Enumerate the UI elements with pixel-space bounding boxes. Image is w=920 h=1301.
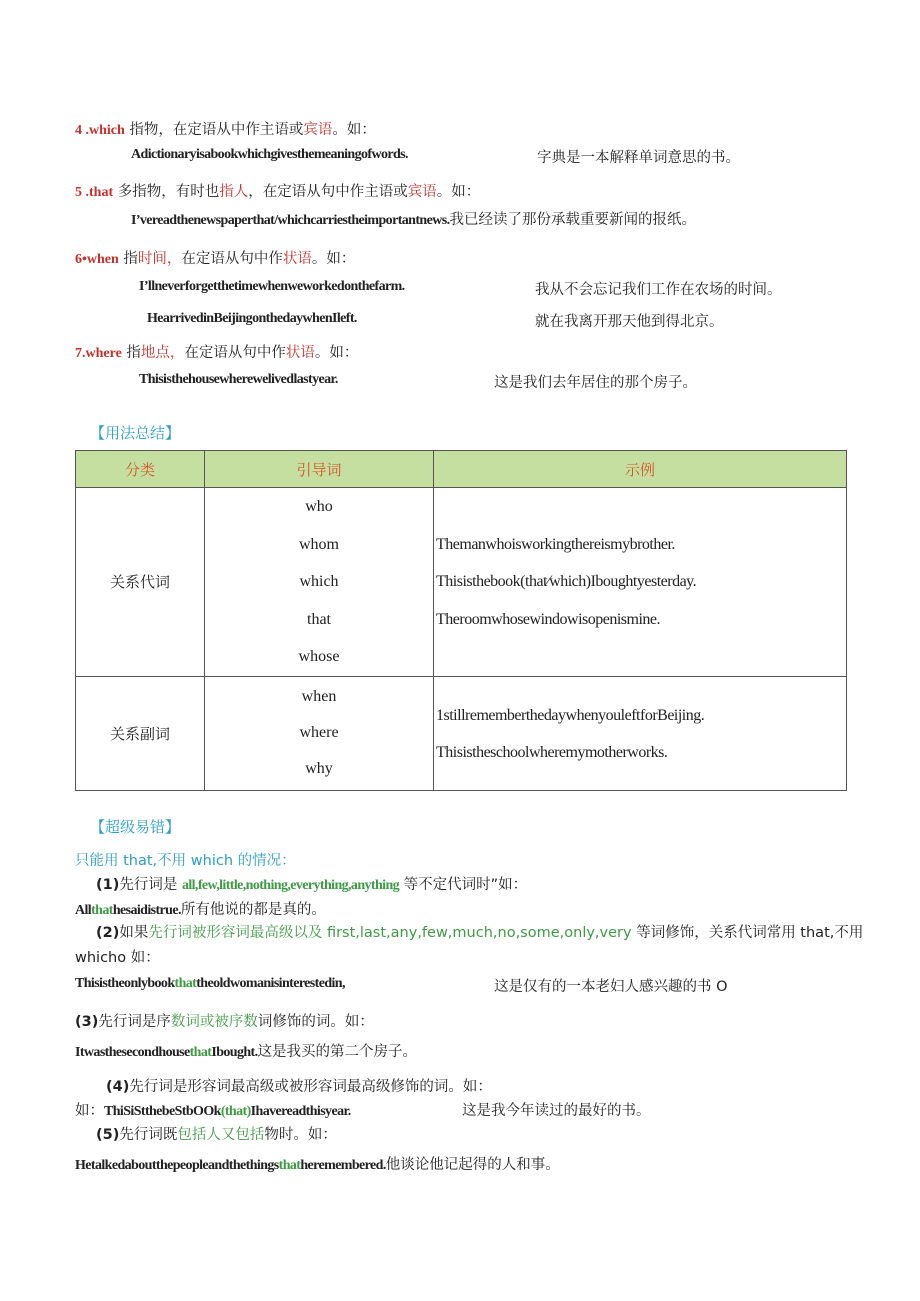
word: where (299, 724, 339, 741)
example-en: hesaidistrue. (112, 903, 181, 918)
example-en: Ihavereadthisyear. (250, 1104, 351, 1119)
rule-text: 词修饰的词。如： (257, 1014, 374, 1030)
category-cell: 关系副词 (76, 676, 205, 790)
example-highlight: that (174, 976, 197, 991)
keyword: •when (82, 252, 119, 267)
item-text: 。如： (436, 184, 481, 200)
rule-1-example (75, 898, 326, 919)
rule-4-example (75, 1099, 351, 1120)
header-words: 引导词 (205, 451, 434, 488)
highlight: 宾语 (303, 122, 333, 138)
example-zh: 这是仅有的一本老妇人感兴趣的书 O (494, 979, 728, 995)
rule-4 (106, 1075, 492, 1096)
example-zh: 这是我买的第二个房子。 (257, 1044, 418, 1060)
rule-label: (5) (96, 1127, 120, 1143)
category-cell: 关系代词 (76, 488, 205, 677)
word: why (305, 760, 333, 777)
example: Theroomwhosewindowisopenismine. (436, 610, 661, 628)
example-highlight: that (189, 1045, 212, 1060)
example-en: Ibought. (211, 1045, 258, 1060)
rule-5-example (75, 1153, 560, 1174)
examples-cell (434, 488, 847, 677)
example-en: Itwasthesecondhouse (75, 1045, 190, 1060)
item-text: 指物，在定语从中作主语或 (124, 122, 304, 138)
example-en: theoldwomanisinterestedin, (196, 976, 345, 991)
example-en: I’vereadthenewspaperthat/whichcarriestheimportantnews. (131, 213, 450, 228)
rule-label: (4) (106, 1079, 130, 1095)
item-which (75, 118, 376, 139)
highlight: 状语 (285, 345, 315, 361)
highlight: 时间， (137, 251, 182, 267)
example-zh: 这是我们去年居住的那个房子。 (494, 375, 697, 391)
rule-highlight: 先行词被形容词最高级以及 first,last,any,few,much,no,some,only,very (148, 925, 632, 941)
example-zh: 他谈论他记起得的人和事。 (385, 1157, 560, 1173)
rule-2-example (75, 976, 345, 992)
example-en: Thisisthehousewherewelivedlastyear. (139, 372, 338, 387)
item-text: 。如： (332, 122, 376, 138)
example: Thisisthebook(that∕which)Iboughtyesterday. (436, 573, 697, 590)
word: whose (298, 648, 340, 665)
item-text: 指 (121, 345, 141, 361)
keyword: .where (82, 346, 122, 361)
example: Thisistheschoolwheremymotherworks. (436, 744, 668, 761)
example-zh: 我已经读了那份承载重要新闻的报纸。 (449, 212, 696, 228)
example-highlight: that (278, 1158, 301, 1173)
example-zh: 所有他说的都是真的。 (180, 902, 326, 918)
rule-text: 先行词既 (119, 1127, 178, 1143)
rule-text: 等词修饰，关系代词常用 that,不用 (631, 925, 864, 941)
words-cell (205, 488, 434, 677)
table-row (76, 676, 847, 790)
example: 1stillrememberthedaywhenyouleftforBeijing. (436, 706, 705, 724)
example-highlight: that (91, 903, 113, 918)
item-text: 多指物，有时也 (113, 184, 220, 200)
rule-3-example (75, 1040, 417, 1061)
rule-highlight: 数词或被序数 (170, 1014, 258, 1030)
example-en: I’llneverforgetthetimewhenweworkedonthefarm. (139, 279, 405, 294)
example-en: ThiSiStthebeStbOOk (104, 1104, 221, 1119)
example-en: heremembered. (300, 1158, 386, 1173)
rule-2-cont: whicho 如： (75, 950, 160, 966)
rule-label: (2) (96, 925, 120, 941)
item-text: 在定语从句中作 (181, 251, 283, 267)
rule-text: 先行词是序 (98, 1014, 171, 1030)
rule-5 (96, 1123, 337, 1144)
example-prefix: 如： (75, 1103, 104, 1119)
header-examples: 示例 (434, 451, 847, 488)
example-zh: 我从不会忘记我们工作在农场的时间。 (535, 282, 782, 298)
example-zh: 就在我离开那天他到得北京。 (535, 314, 724, 330)
word: that (307, 610, 331, 628)
keyword: .that (82, 185, 114, 200)
highlight: 地点， (140, 345, 185, 361)
example-highlight: (that) (220, 1104, 251, 1119)
example-en: All (75, 903, 92, 918)
item-number: 5 (75, 185, 82, 200)
rule-text: 如果 (119, 925, 149, 941)
words-cell (205, 676, 434, 790)
item-that (75, 180, 480, 201)
rule-text: 物时。如： (264, 1127, 337, 1143)
item-text: 。如： (311, 251, 356, 267)
rule-highlight: all,few,little,nothing,everything,anything (181, 878, 400, 893)
only-that-heading: 只能用 that,不用 which 的情况： (75, 853, 296, 869)
keyword: .which (82, 123, 125, 138)
item-when (75, 247, 355, 268)
item-where (75, 341, 358, 362)
summary-heading: 【用法总结】 (90, 424, 181, 442)
example-en: HearrivedinBeijingonthedaywhenIleft. (147, 311, 357, 326)
rule-text: 先行词是 (119, 877, 182, 893)
item-number: 7 (75, 346, 82, 361)
rule-highlight: 包括人又包括 (177, 1127, 265, 1143)
item-number: 4 (75, 123, 82, 138)
example: Themanwhoisworkingthereismybrother. (436, 535, 675, 553)
item-text: 在定语从句中作 (184, 345, 286, 361)
rule-label: (1) (96, 877, 120, 893)
word: which (299, 573, 339, 590)
table-row (76, 488, 847, 677)
word: who (305, 498, 333, 515)
examples-cell (434, 676, 847, 790)
highlight: 指人 (219, 184, 249, 200)
example-zh: 字典是一本解释单词意思的书。 (537, 150, 740, 166)
item-text: 。如： (314, 345, 359, 361)
summary-table (75, 450, 847, 791)
rule-label: (3) (75, 1014, 99, 1030)
rule-2 (96, 921, 863, 942)
errors-heading: 【超级易错】 (90, 818, 181, 836)
example-en: Thisistheonlybook (75, 976, 175, 991)
rule-3 (75, 1010, 374, 1031)
example-line (131, 208, 696, 229)
word: whom (299, 535, 339, 553)
item-number: 6 (75, 252, 82, 267)
example-en: Hetalkedaboutthepeopleandthethings (75, 1158, 279, 1173)
header-category: 分类 (76, 451, 205, 488)
rule-text: 先行词是形容词最高级或被形容词最高级修饰的词。如： (129, 1079, 492, 1095)
item-text: 指 (118, 251, 138, 267)
word: when (301, 688, 337, 705)
rule-1 (96, 873, 527, 894)
example-en: Adictionaryisabookwhichgivesthemeaningofwords. (131, 147, 408, 162)
rule-text: 等不定代词时”如： (399, 877, 528, 893)
table-header-row (76, 451, 847, 488)
highlight: 状语 (282, 251, 312, 267)
highlight: 宾语 (407, 184, 437, 200)
example-zh: 这是我今年读过的最好的书。 (462, 1103, 651, 1119)
item-text: ，在定语从句中作主语或 (248, 184, 408, 200)
